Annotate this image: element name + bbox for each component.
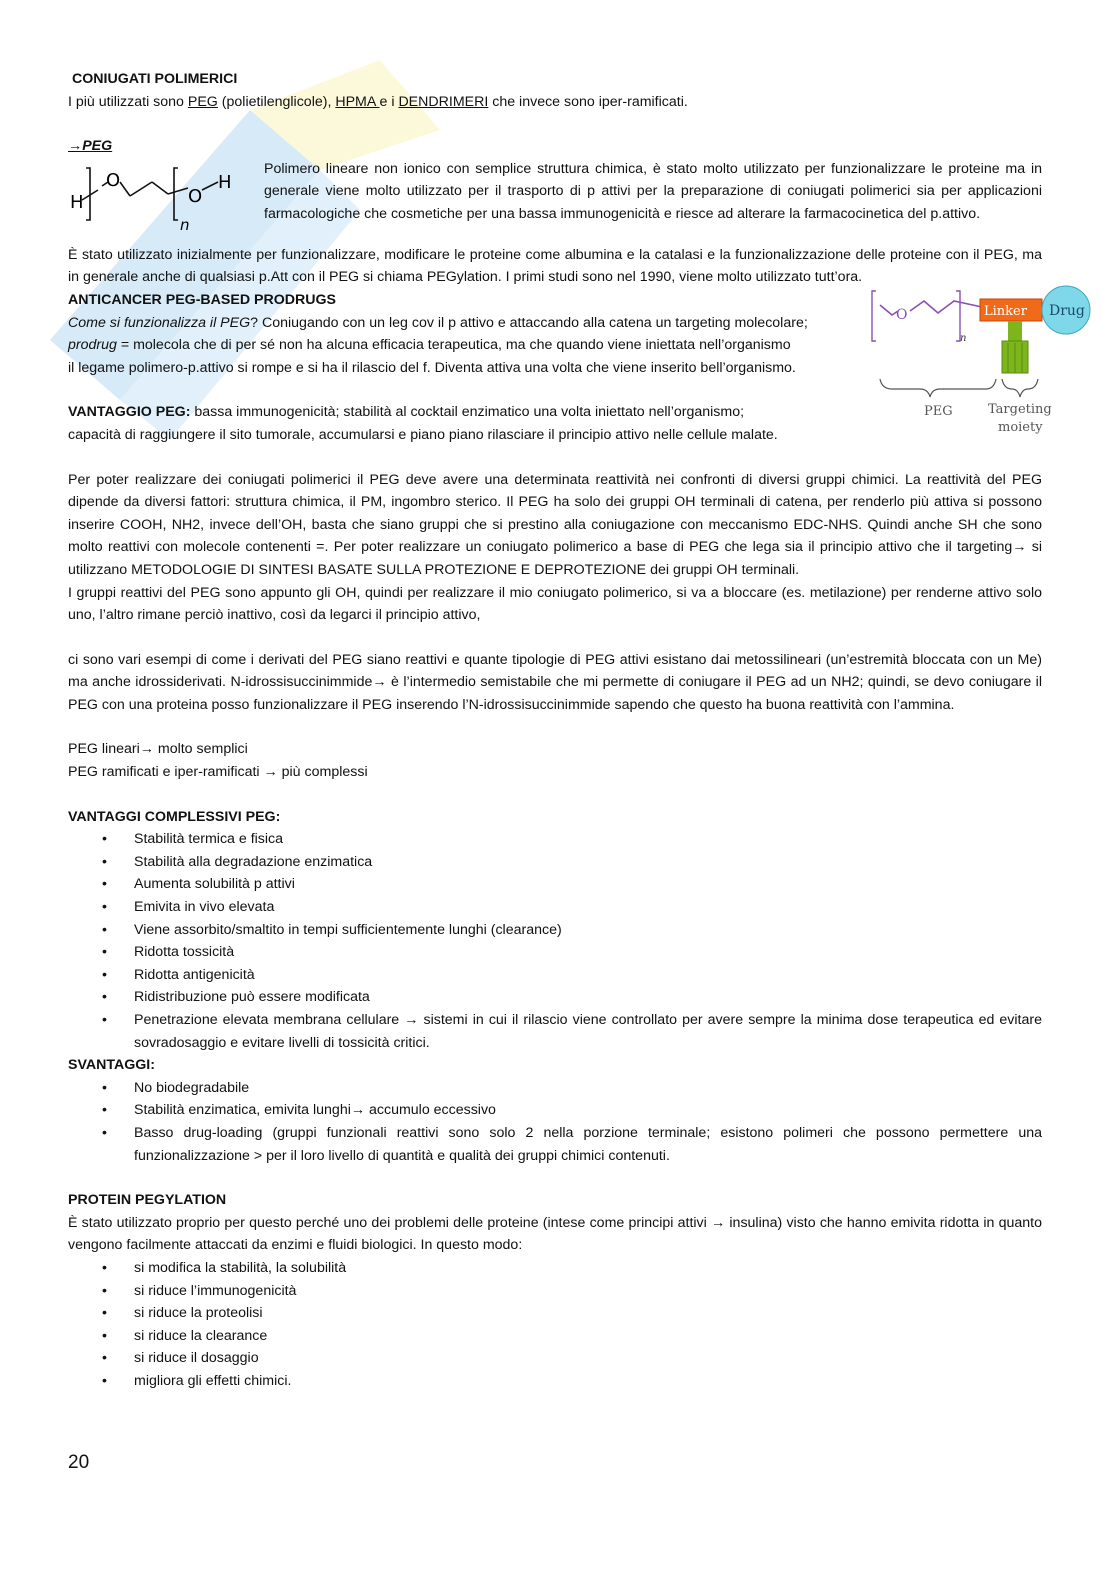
list-item: • Ridotta antigenicità xyxy=(134,964,1042,987)
pegylation-title: PROTEIN PEGYLATION xyxy=(68,1192,227,1209)
anticancer-title: ANTICANCER PEG-BASED PRODRUGS xyxy=(68,291,337,308)
drug-label: Drug xyxy=(1049,302,1085,319)
anticancer-question: Come si funzionalizza il PEG? Coniugando con un leg cov il p attivo e attaccando alla catena un targeting molecolare; xyxy=(68,314,808,331)
pegylation-intro: È stato utilizzato proprio per questo perché uno dei problemi delle proteine (intese come principi attivi → insulina) visto che hanno emivita ridotta in quanto vengono facilmente attaccati da enzimi e fluidi biologici. In questo modo: xyxy=(68,1214,1042,1254)
prodrug-definition: prodrug = molecola che di per sé non ha alcuna efficacia terapeutica, ma che quando viene iniettata nell’organismo xyxy=(68,337,791,354)
list-item: • Basso drug-loading (gruppi funzionali reattivi sono solo 2 nella porzione terminale; esistono polimeri che possono permettere una funzionalizzazione > per il loro livello di quantità e qualità dei gruppi chimici contenuti. xyxy=(134,1122,1042,1167)
intro-paragraph: I più utilizzati sono PEG (polietilenglicole), HPMA e i DENDRIMERI che invece sono iper-ramificati. xyxy=(68,93,688,110)
targeting-caption-2: moiety xyxy=(998,419,1043,435)
prodrug-line-3: il legame polimero-p.attivo si rompe e si ha il rilascio del f. Diventa attiva una volta che viene inserito bell’organismo. xyxy=(68,359,796,376)
peg-paragraph-2: È stato utilizzato inizialmente per funzionalizzare, modificare le proteine come albumina e la catalasi e la funzionalizzazione delle proteine con il PEG, ma in generale anche di qualsiasi p.Att con il PEG si chiama PEGylation. I primi studi sono nel 1990, viene molto utilizzato tutt’ora. xyxy=(68,246,1042,286)
svantaggi-list xyxy=(68,1077,1042,1167)
figure-n: n xyxy=(960,332,967,344)
list-item: • Viene assorbito/smaltito in tempi sufficientemente lunghi (clearance) xyxy=(134,919,1042,942)
linker-label: Linker xyxy=(984,303,1027,319)
list-item: • si riduce il dosaggio xyxy=(134,1347,1042,1370)
peg-heading: →PEG xyxy=(68,138,113,155)
section-title-coniugati: CONIUGATI POLIMERICI xyxy=(72,71,238,87)
list-item: • Ridistribuzione può essere modificata xyxy=(134,986,1042,1009)
list-item: • si riduce l’immunogenicità xyxy=(134,1280,1042,1303)
vantaggio-peg: VANTAGGIO PEG: bassa immunogenicità; stabilità al cocktail enzimatico una volta iniettato nell’organismo; xyxy=(68,404,745,421)
structure-h-left: H xyxy=(70,191,84,213)
list-item: • Ridotta tossicità xyxy=(134,941,1042,964)
list-item: • Stabilità termica e fisica xyxy=(134,828,1042,851)
structure-n: n xyxy=(180,215,190,234)
reactivity-paragraph-1: Per poter realizzare dei coniugati polimerici il PEG deve avere una determinata reattività nei confronti di diversi gruppi chimici. La reattività del PEG dipende da diversi fattori: struttura chimica, il PM, ingombro sterico. Il PEG ha solo dei gruppi OH terminali di catena, per renderlo più attiva si possono inserire COOH, NH2, invece dell’OH, basta che siano gruppi che si prestino alla coniugazione con meccanismo EDC-NHS. Quindi anche SH che sono molto reattivi con molecole contenenti =. Per poter realizzare un coniugato polimerico a base di PEG che lega sia il principio attivo che il targeting→ si utilizzano METODOLOGIE DI SINTESI BASATE SULLA PROTEZIONE E DEPROTEZIONE dei gruppi OH terminali. xyxy=(68,471,1042,578)
list-item: • Aumenta solubilità p attivi xyxy=(134,873,1042,896)
structure-o2: O xyxy=(188,185,203,207)
peg-description: Polimero lineare non ionico con semplice struttura chimica, è stato molto utilizzato per funzionalizzare le proteine ma in generale viene molto utilizzato per il trasporto di p attivi per la preparazione di coniugati polimerici sia per applicazioni farmacologiche che cosmetiche per una bassa immunogenicità e riesce ad alterare la farmacocinetica del p.attivo. xyxy=(264,160,1042,222)
page-number: 20 xyxy=(68,1452,90,1473)
peg-lineari-line: PEG lineari→ molto semplici xyxy=(68,741,248,758)
structure-h-right: H xyxy=(218,171,232,193)
list-item: • si riduce la clearance xyxy=(134,1325,1042,1348)
link-hpma: HPMA xyxy=(335,93,380,110)
list-item: • si riduce la proteolisi xyxy=(134,1302,1042,1325)
reactivity-paragraph-3: ci sono vari esempi di come i derivati del PEG siano reattivi e quante tipologie di PEG attivi esistano dai metossilineari (un’estremità bloccata con un Me) ma anche idrossiderivati. N-idrossisuccinimmide→ è l’intermedio semistabile che mi permette di coniugare il PEG ad un NH2; quindi, se devo coniugare il PEG con una proteina posso funzionalizzare il PEG inserendo l’N-idrossisuccinimmide sapendo che questo ha buona reattività con l’ammina. xyxy=(68,651,1042,713)
targeting-stem xyxy=(1008,321,1022,343)
svantaggi-title: SVANTAGGI: xyxy=(68,1057,155,1074)
list-item: • Stabilità alla degradazione enzimatica xyxy=(134,851,1042,874)
peg-caption: PEG xyxy=(924,403,953,419)
document-page xyxy=(68,68,1085,1393)
link-dendrimeri: DENDRIMERI xyxy=(398,93,489,110)
list-item: • Stabilità enzimatica, emivita lunghi→ accumulo eccessivo xyxy=(134,1099,1042,1122)
list-item: • Emivita in vivo elevata xyxy=(134,896,1042,919)
list-item: • No biodegradabile xyxy=(134,1077,1042,1100)
vantaggi-list xyxy=(68,828,1042,1054)
list-item: • migliora gli effetti chimici. xyxy=(134,1370,1042,1393)
vantaggi-title: VANTAGGI COMPLESSIVI PEG: xyxy=(68,808,281,825)
figure-o: O xyxy=(896,306,908,323)
vantaggio-peg-line-2: capacità di raggiungere il sito tumorale, accumularsi e piano piano rilasciare il principio attivo nelle cellule malate. xyxy=(68,426,778,443)
link-peg: PEG xyxy=(187,93,218,110)
list-item: • si modifica la stabilità, la solubilità xyxy=(134,1257,1042,1280)
structure-o1: O xyxy=(106,169,121,191)
peg-drug-conjugate-figure xyxy=(868,283,1094,439)
peg-structure-figure xyxy=(68,158,264,244)
reactivity-paragraph-2: I gruppi reattivi del PEG sono appunto gli OH, quindi per realizzare il mio coniugato polimerico, si va a bloccare (es. metilazione) per renderne attivo solo uno, l’altro rimane perciò inattivo, così da legarci il principio attivo, xyxy=(68,584,1042,624)
pegylation-list xyxy=(68,1257,1042,1393)
peg-ramificati-line: PEG ramificati e iper-ramificati → più complessi xyxy=(68,764,368,781)
list-item: • Penetrazione elevata membrana cellulare → sistemi in cui il rilascio viene controllato per avere sempre la minima dose terapeutica ed evitare sovradosaggio e evitare livelli di tossicità critici. xyxy=(134,1009,1042,1054)
targeting-caption-1: Targeting xyxy=(988,401,1052,417)
